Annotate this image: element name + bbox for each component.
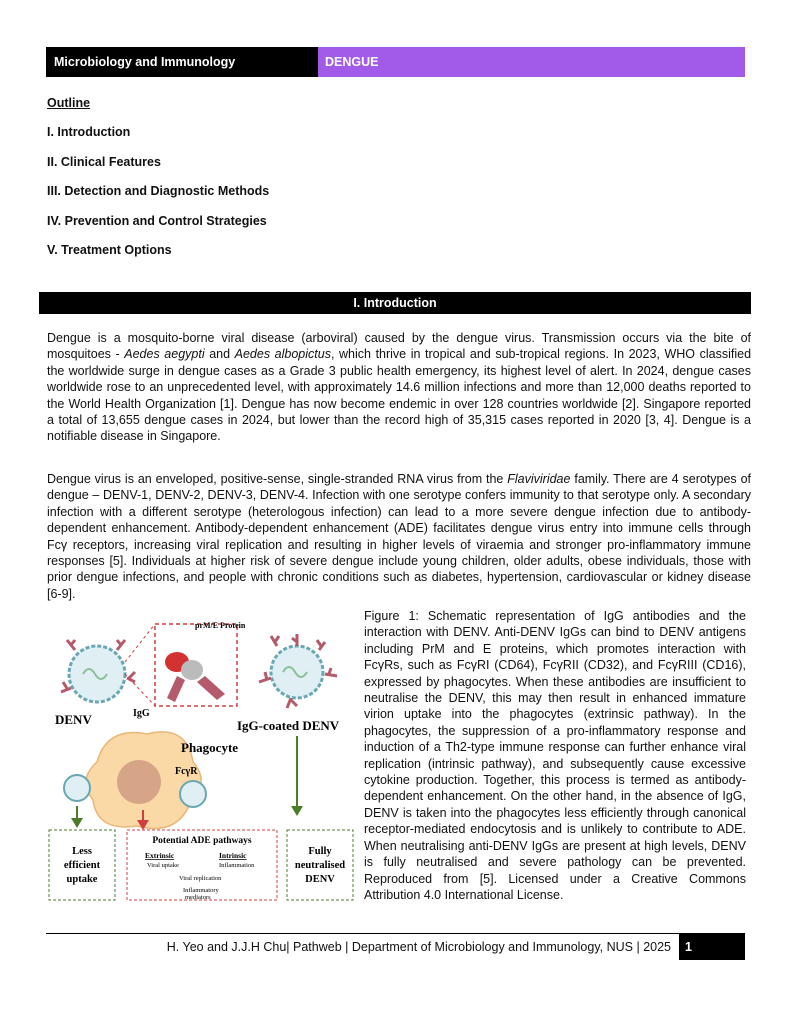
ade-schematic-figure [47,612,354,902]
outline-item: III. Detection and Diagnostic Methods [47,184,270,199]
svg-text:Less: Less [72,846,92,857]
prm-label: prM/E Protein [195,621,246,630]
svg-text:efficient: efficient [63,860,101,871]
outline-item: V. Treatment Options [47,243,172,258]
svg-text:uptake: uptake [66,874,98,885]
svg-text:Inflammation: Inflammation [219,862,255,869]
svg-text:Fully: Fully [308,846,332,857]
outline-title: Outline [47,96,91,110]
outline-item: II. Clinical Features [47,154,161,169]
outline-item: IV. Prevention and Control Strategies [47,213,267,228]
svg-text:DENV: DENV [305,874,335,885]
header-topic: DENGUE [318,47,745,77]
svg-text:Extrinsic: Extrinsic [145,851,175,860]
phagocyte-label: Phagocyte [181,740,239,755]
igg-coated-label: IgG-coated DENV [237,718,340,733]
svg-text:Intrinsic: Intrinsic [219,851,247,860]
svg-text:Potential ADE pathways: Potential ADE pathways [152,836,252,846]
intro-paragraph-1: Dengue is a mosquito-borne viral disease (arboviral) caused by the dengue virus. Transmission occurs via the bite of mosquitoes - Aedes aegypti and Aedes albopictus, which thrive in tropical and sub-tropical regions. In 2023, WHO classified the worldwide surge in dengue cases as a Grade 3 public health emergency, its highest level of alert. In 2024, dengue cases worldwide rose to an unprecedented level, with approximately 14.6 million infections and more than 12,000 deaths reported to the World Health Organization [1]. Dengue has now become endemic in over 128 countries worldwide [2]. Singapore reported a total of 13,655 dengue cases in 2024, but lower than the record high of 35,315 cases reported in 2020 [3, 4]. Dengue is a notifiable disease in Singapore. [47,331,752,444]
page-footer [46,933,745,960]
outline [47,96,269,273]
svg-text:neutralised: neutralised [294,860,346,871]
svg-text:mediators: mediators [185,894,211,901]
footer-text: H. Yeo and J.J.H Chu| Pathweb | Department of Microbiology and Immunology, NUS | 2025 [166,939,671,954]
svg-text:Inflammatory: Inflammatory [183,887,219,894]
denv-virion-icon [61,640,135,702]
igg-coated-denv-icon [259,634,337,708]
intro-paragraph-2: Dengue virus is an enveloped, positive-sense, single-stranded RNA virus from the Flaviviridae family. There are 4 serotypes of dengue – DENV-1, DENV-2, DENV-3, DENV-4. Infection with one serotype confers immunity to that serotype only. A secondary infection with a different serotype (heterologous infection) can lead to a more severe dengue infection due to antibody-dependent enhancement. Antibody-dependent enhancement (ADE) facilitates dengue virus entry into immune cells through Fcγ receptors, increasing viral replication and resulting in higher levels of viraemia and stronger pro-inflammatory immune responses [5]. Individuals at higher risk of severe dengue include young children, older adults, obese individuals, those with prior dengue infections, and people with chronic conditions such as diabetes, hypertension, cardiovascular or kidney disease [6-9]. [47,472,751,601]
page-header [46,47,745,77]
fcgr-label: FcγR [175,766,198,777]
header-subject: Microbiology and Immunology [46,47,318,77]
denv-label: DENV [55,712,92,727]
section-title-bar: I. Introduction [39,292,751,314]
page-number: 1 [679,933,745,960]
figure-caption: Figure 1: Schematic representation of IgG antibodies and the interaction with DENV. Anti-DENV IgGs can bind to DENV antigens including PrM and E proteins, which promotes interaction with FcγRs, such as FcγRI (CD64), FcγRII (CD32), and FcγRIII (CD16), expressed by phagocytes. When these antibodies are insufficient to neutralise the DENV, this may then result in enhanced immature virion uptake into the phagocytes (extrinsic pathway). In the phagocytes, the suppression of a pro-inflammatory response and induction of a Th2-type immune response can further enhance viral replication (intrinsic pathway), and subsequently cause excessive cytokine production. Together, this process is termed as antibody-dependent enhancement. On the other hand, in the absence of IgG, DENV is taken into the phagocytes less efficiently through canonical receptor-mediated endocytosis and is unlikely to contribute to ADE. When neutralising anti-DENV IgGs are present at high levels, DENV is fully neutralised and severe pathology can be prevented. Reproduced from [5]. Licensed under a Creative Commons Attribution 4.0 International License. [364,609,746,902]
svg-text:Viral replication: Viral replication [179,875,222,882]
svg-text:Viral uptake: Viral uptake [147,862,179,869]
outline-item: I. Introduction [47,125,131,139]
igg-label: IgG [133,708,150,719]
